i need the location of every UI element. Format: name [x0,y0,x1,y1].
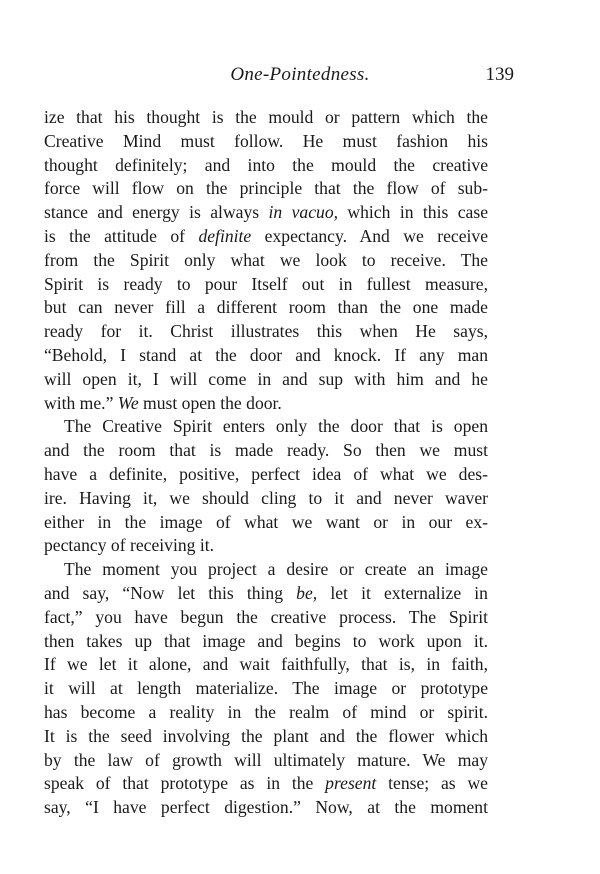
running-title: One-Pointedness. [230,64,370,85]
text-line [44,653,488,677]
paragraph [44,106,488,415]
text-segment: force will flow on the principle that the flow of sub- [44,178,488,199]
text-line [44,463,488,487]
text-line [44,296,488,320]
text-segment: tense; as we [376,773,488,794]
text-line [44,320,488,344]
text-line [44,415,488,439]
text-line [44,796,488,820]
text-segment: fact,” you have begun the creative process. The Spirit [44,606,488,627]
text-segment: say, “I have perfect digestion.” Now, at the moment [44,797,488,818]
paragraph [44,415,488,558]
text-segment: If we let it alone, and wait faithfully, that is, in faith, [44,654,488,675]
text-line [44,106,488,130]
text-segment: with me.” [44,392,118,413]
text-segment: is the attitude of [44,225,199,246]
text-line [44,725,488,749]
text-segment: ready for it. Christ illustrates this when He says, [44,321,488,342]
paragraph [44,558,488,820]
text-segment: from the Spirit only what we look to receive. The [44,249,488,270]
text-segment: have a definite, positive, perfect idea of what we des- [44,463,488,484]
italic-text: be, [296,582,318,603]
body-text [44,106,488,820]
text-segment: must open the door. [138,392,282,413]
text-line [44,177,488,201]
text-segment: and say, “Now let this thing [44,582,297,603]
text-segment: “Behold, I stand at the door and knock. If any man [44,344,488,365]
text-line [44,130,488,154]
text-segment: it will at length materialize. The image or prototype [44,678,488,699]
text-line [44,439,488,463]
text-segment: The Creative Spirit enters only the door that is open [64,416,488,437]
italic-text: We [117,392,139,413]
text-segment: which in this case [338,202,488,223]
text-line [44,249,488,273]
text-segment: thought definitely; and into the mould the creative [44,154,488,175]
text-line [44,273,488,297]
text-line [44,511,488,535]
text-line [44,154,488,178]
text-line [44,677,488,701]
text-line [44,749,488,773]
text-line [44,534,488,558]
text-segment: but can never fill a different room than the one made [44,297,488,318]
text-segment: Spirit is ready to pour Itself out in fullest measure, [44,273,488,294]
text-line [44,630,488,654]
text-line [44,344,488,368]
text-line [44,558,488,582]
text-line [44,201,488,225]
text-segment: ire. Having it, we should cling to it and never waver [44,487,488,508]
text-segment: ize that his thought is the mould or pattern which the [44,107,488,127]
text-segment: let it externalize in [317,582,488,603]
italic-text: definite [198,225,252,246]
text-line [44,392,488,416]
italic-text: present [325,773,377,794]
text-line [44,772,488,796]
text-segment: stance and energy is always [44,202,269,223]
text-segment: It is the seed involving the plant and the flower which [44,725,488,746]
text-segment: either in the image of what we want or in our ex- [44,511,488,532]
text-segment: then takes up that image and begins to work upon it. [44,630,488,651]
text-segment: has become a reality in the realm of mind or spirit. [44,701,488,722]
text-segment: Creative Mind must follow. He must fashion his [44,130,488,151]
text-line [44,487,488,511]
text-segment: and the room that is made ready. So then we must [44,440,488,461]
running-head [44,64,556,90]
text-line [44,368,488,392]
text-segment: expectancy. And we receive [251,225,489,246]
text-segment: will open it, I will come in and sup with him and he [44,368,488,389]
text-line [44,582,488,606]
text-segment: speak of that prototype as in the [44,773,326,794]
text-line [44,606,488,630]
italic-text: in vacuo, [268,202,339,223]
text-segment: The moment you project a desire or create an image [64,559,488,580]
text-segment: pectancy of receiving it. [44,535,214,556]
page-number: 139 [485,64,514,85]
text-line [44,225,488,249]
text-segment: by the law of growth will ultimately mature. We may [44,749,488,770]
text-line [44,701,488,725]
